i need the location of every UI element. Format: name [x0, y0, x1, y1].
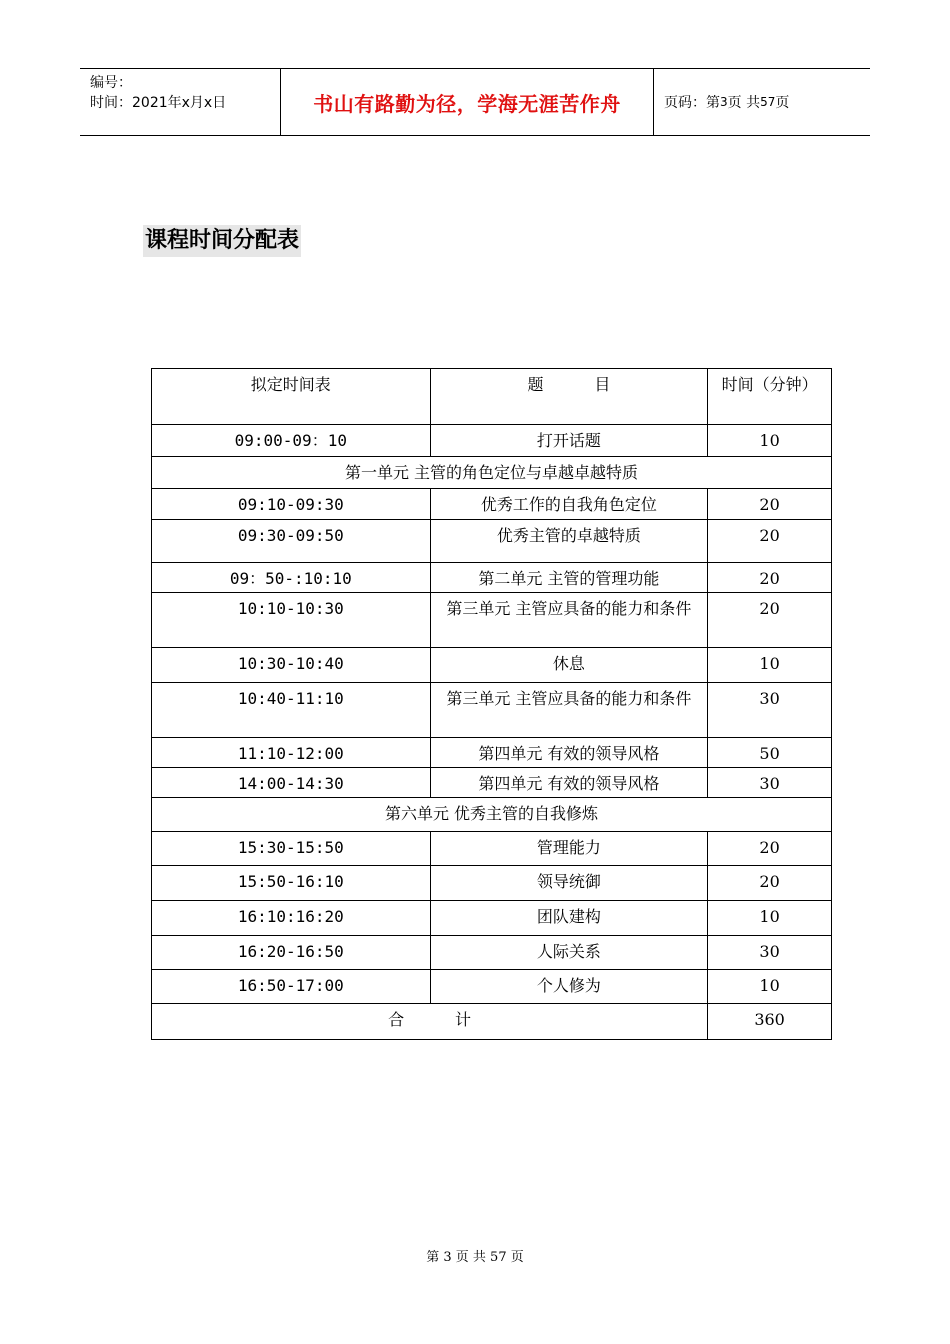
time-cell: 09:10-09:30 [152, 489, 431, 520]
minutes-cell: 20 [708, 832, 832, 866]
table-row [152, 738, 832, 768]
topic-cell: 第四单元 有效的领导风格 [430, 768, 708, 798]
topic-cell: 团队建构 [430, 901, 708, 936]
topic-cell: 第三单元 主管应具备的能力和条件 [430, 593, 708, 648]
section-row [152, 798, 832, 832]
topic-cell: 优秀主管的卓越特质 [430, 520, 708, 563]
topic-cell: 个人修为 [430, 970, 708, 1004]
topic-cell: 打开话题 [430, 425, 708, 457]
time-cell: 15:30-15:50 [152, 832, 431, 866]
topic-cell: 人际关系 [430, 936, 708, 970]
topic-cell: 领导统御 [430, 866, 708, 901]
time-cell: 09:00-09：10 [152, 425, 431, 457]
total-value: 360 [708, 1004, 832, 1040]
table-row [152, 520, 832, 563]
section-title: 第一单元 主管的角色定位与卓越卓越特质 [152, 457, 832, 489]
topic-cell: 第二单元 主管的管理功能 [430, 563, 708, 593]
table-row [152, 489, 832, 520]
document-date: 时间：2021年x月x日 [90, 95, 227, 111]
table-header-row [152, 369, 832, 425]
section-title: 第六单元 优秀主管的自我修炼 [152, 798, 832, 832]
page-prefix: 页码：第 [664, 95, 720, 111]
page-suffix: 页 [775, 95, 790, 111]
page-title: 课程时间分配表 [143, 225, 301, 257]
time-cell: 16:50-17:00 [152, 970, 431, 1004]
header-minutes: 时间（分钟） [708, 369, 832, 425]
topic-cell: 优秀工作的自我角色定位 [430, 489, 708, 520]
table-row [152, 563, 832, 593]
time-cell: 10:40-11:10 [152, 683, 431, 738]
time-cell: 10:30-10:40 [152, 648, 431, 683]
time-cell: 10:10-10:30 [152, 593, 431, 648]
minutes-cell: 20 [708, 866, 832, 901]
minutes-cell: 10 [708, 970, 832, 1004]
table-row [152, 683, 832, 738]
table-row [152, 832, 832, 866]
page-total: 57 [760, 95, 776, 109]
table-row [152, 866, 832, 901]
topic-cell: 第四单元 有效的领导风格 [430, 738, 708, 768]
header-meta [80, 69, 281, 135]
minutes-cell: 30 [708, 768, 832, 798]
schedule-table [151, 368, 832, 1040]
time-cell: 09：50-:10:10 [152, 563, 431, 593]
page-footer: 第 3 页 共 57 页 [426, 1250, 524, 1265]
header-topic: 题 目 [430, 369, 708, 425]
minutes-cell: 10 [708, 901, 832, 936]
time-cell: 16:20-16:50 [152, 936, 431, 970]
page-current: 3 [720, 95, 728, 109]
topic-cell: 管理能力 [430, 832, 708, 866]
minutes-cell: 50 [708, 738, 832, 768]
table-row [152, 936, 832, 970]
topic-cell: 休息 [430, 648, 708, 683]
minutes-cell: 30 [708, 936, 832, 970]
table-row [152, 593, 832, 648]
minutes-cell: 20 [708, 520, 832, 563]
time-cell: 11:10-12:00 [152, 738, 431, 768]
table-row [152, 648, 832, 683]
header-page-info [654, 69, 870, 135]
time-cell: 15:50-16:10 [152, 866, 431, 901]
header-motto [281, 69, 654, 135]
minutes-cell: 20 [708, 563, 832, 593]
time-cell: 16:10:16:20 [152, 901, 431, 936]
page-mid: 页 共 [727, 95, 761, 111]
minutes-cell: 20 [708, 593, 832, 648]
document-number-label: 编号： [90, 75, 132, 91]
table-row [152, 901, 832, 936]
topic-cell: 第三单元 主管应具备的能力和条件 [430, 683, 708, 738]
minutes-cell: 20 [708, 489, 832, 520]
time-cell: 09:30-09:50 [152, 520, 431, 563]
header-schedule: 拟定时间表 [152, 369, 431, 425]
total-row [152, 1004, 832, 1040]
minutes-cell: 10 [708, 648, 832, 683]
table-row [152, 768, 832, 798]
table-row [152, 425, 832, 457]
time-cell: 14:00-14:30 [152, 768, 431, 798]
minutes-cell: 10 [708, 425, 832, 457]
minutes-cell: 30 [708, 683, 832, 738]
page-header [80, 68, 870, 136]
total-label: 合 计 [152, 1004, 708, 1040]
section-row [152, 457, 832, 489]
table-row [152, 970, 832, 1004]
motto-text: 书山有路勤为径，学海无涯苦作舟 [313, 91, 621, 116]
